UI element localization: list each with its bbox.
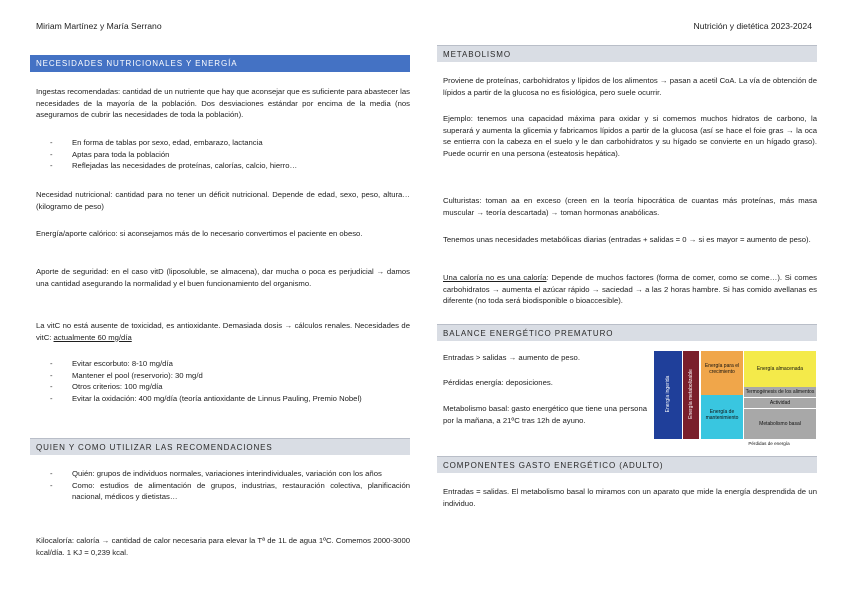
paragraph-necesidad: Necesidad nutricional: cantidad para no tener un déficit nutricional. Depende de edad, sexo, peso, altura… (kilogramo de peso) [36,190,410,211]
list-item: - Otros criterios: 100 mg/día [50,382,163,392]
paragraph-metabolismo-basal: Metabolismo basal: gasto energético que tiene una persona por la mañana, a 21ºC tras 12h de ayuno. [443,404,647,425]
list-item: - Evitar la oxidación: 400 mg/día (teoría antioxidante de Linnus Pauling, Premio Nobel) [50,393,362,403]
energy-stored-box: Energía almacenada [744,351,816,387]
list-item: - Evitar escorbuto: 8-10 mg/día [50,359,173,368]
paragraph-necesidades-diarias: Tenemos unas necesidades metabólicas diarias (entradas + salidas = 0 → si es mayor = aumento de peso). [443,235,811,244]
activity-box: Actividad [744,398,816,408]
energy-metabolizable-bar: Energía metabolizable [683,351,699,439]
energy-ingested-bar: Energía ingerida [654,351,682,439]
list-item: - Mantener el pool (reservorio): 30 mg/d [50,370,203,380]
paragraph-vitc: La vitC no está ausente de toxicidad, es antioxidante. Demasiada dosis → cálculos renales. Necesidades de vitC: actualmente 60 mg/día [36,321,410,342]
energy-maintenance-box: Energía de mantenimiento [701,395,743,439]
section-title-quien: QUIEN Y COMO UTILIZAR LAS RECOMENDACIONES [30,438,410,455]
section-title-metabolismo: METABOLISMO [437,45,817,62]
authors-header: Miriam Martínez y María Serrano [36,21,162,31]
basal-metabolism-box: Metabolismo basal [744,409,816,439]
vitc-actual-dose: actualmente 60 mg/día [53,332,132,342]
paragraph-proviene: Proviene de proteínas, carbohidratos y lípidos de los alimentos → pasan a acetil CoA. La vía de obtención de lípidos a partir de la glucosa no es fisiológica, pero suele ocurrir. [443,76,817,97]
paragraph-energia: Energía/aporte calórico: si aconsejamos más de lo necesario convertimos el paciente en obeso. [36,229,363,238]
list-quien [36,468,410,503]
paragraph-componentes: Entradas = salidas. El metabolismo basal lo miramos con un aparato que mide la energía desprendida de un individuo. [443,487,817,508]
list-vitc [36,358,410,404]
energy-growth-box: Energía para el crecimiento [701,351,743,395]
energy-balance-diagram [654,351,816,447]
paragraph-perdidas: Pérdidas energía: deposiciones. [443,378,553,387]
section-title-necesidades: NECESIDADES NUTRICIONALES Y ENERGÍA [30,55,410,72]
paragraph-ejemplo: Ejemplo: tenemos una capacidad máxima para oxidar y si comemos muchos hidratos de carbono, la superará y aumenta la glicemia y fabricamos lípidos a partir de la glucosa (así se hace el foie gras → la oca se entierra con la cabeza en el suelo y le dan carbohidratos y su hígado se convierte en un hígado graso). Puede ocurrir en una persona (esteatosis hepática). [443,114,817,158]
list-item: - Reflejadas las necesidades de proteínas, calorías, calcio, hierro… [50,161,298,171]
paragraph-entradas: Entradas > salidas → aumento de peso. [443,353,580,362]
thermogenesis-box: Termogénesis de los alimentos [745,389,815,395]
list-item: - Como: estudios de alimentación de grupos, industrias, restauración colectiva, planificación nacional, médicos y dietistas… [50,480,410,502]
paragraph-culturistas: Culturistas: toman aa en exceso (creen en la teoría hipocrática de cuantas más proteínas, más masa muscular → teoría descartada) → toman hormonas anabólicas. [443,196,817,217]
list-item: - Aptas para toda la población [50,149,170,159]
paragraph-ingestas: Ingestas recomendadas: cantidad de un nutriente que hay que aconsejar que es suficiente para abastecer las necesidades de la mayoría de la población. Dos desviaciones estándar por encima de la media (nos aseguramos de cubrir las necesidades de toda la población). [36,87,410,120]
paragraph-caloria: Una caloría no es una caloría: Depende de muchos factores (forma de comer, como se come…). Si comes carbohidratos → aumenta el azúcar rápido → saciedad → a las 2 horas hambre. Si has comido avellanas es diferente (no toda será biodisponible o bioaccesible). [443,273,817,306]
paragraph-kilocaloria: Kilocaloría: caloría → cantidad de calor necesaria para elevar la Tª de 1L de agua 1ºC. Comemos 2000-3000 kcal/día. 1 KJ = 0,239 kcal. [36,536,410,557]
course-header: Nutrición y dietética 2023-2024 [693,21,812,31]
list-item: - En forma de tablas por sexo, edad, embarazo, lactancia [50,138,263,147]
list-item: - Quién: grupos de individuos normales, variaciones interindividuales, variación con los años [50,469,382,478]
list-ingestas [36,137,410,172]
paragraph-aporte: Aporte de seguridad: en el caso vitD (liposoluble, se almacena), dar mucha o poca es perjudicial → damos una cantidad asegurando la normalidad y el buen funcionamiento del organismo. [36,267,410,288]
energy-losses-label: Pérdidas de energía [748,441,790,446]
section-title-balance: BALANCE ENERGÉTICO PREMATURO [437,324,817,341]
section-title-componentes: COMPONENTES GASTO ENERGÉTICO (ADULTO) [437,456,817,473]
